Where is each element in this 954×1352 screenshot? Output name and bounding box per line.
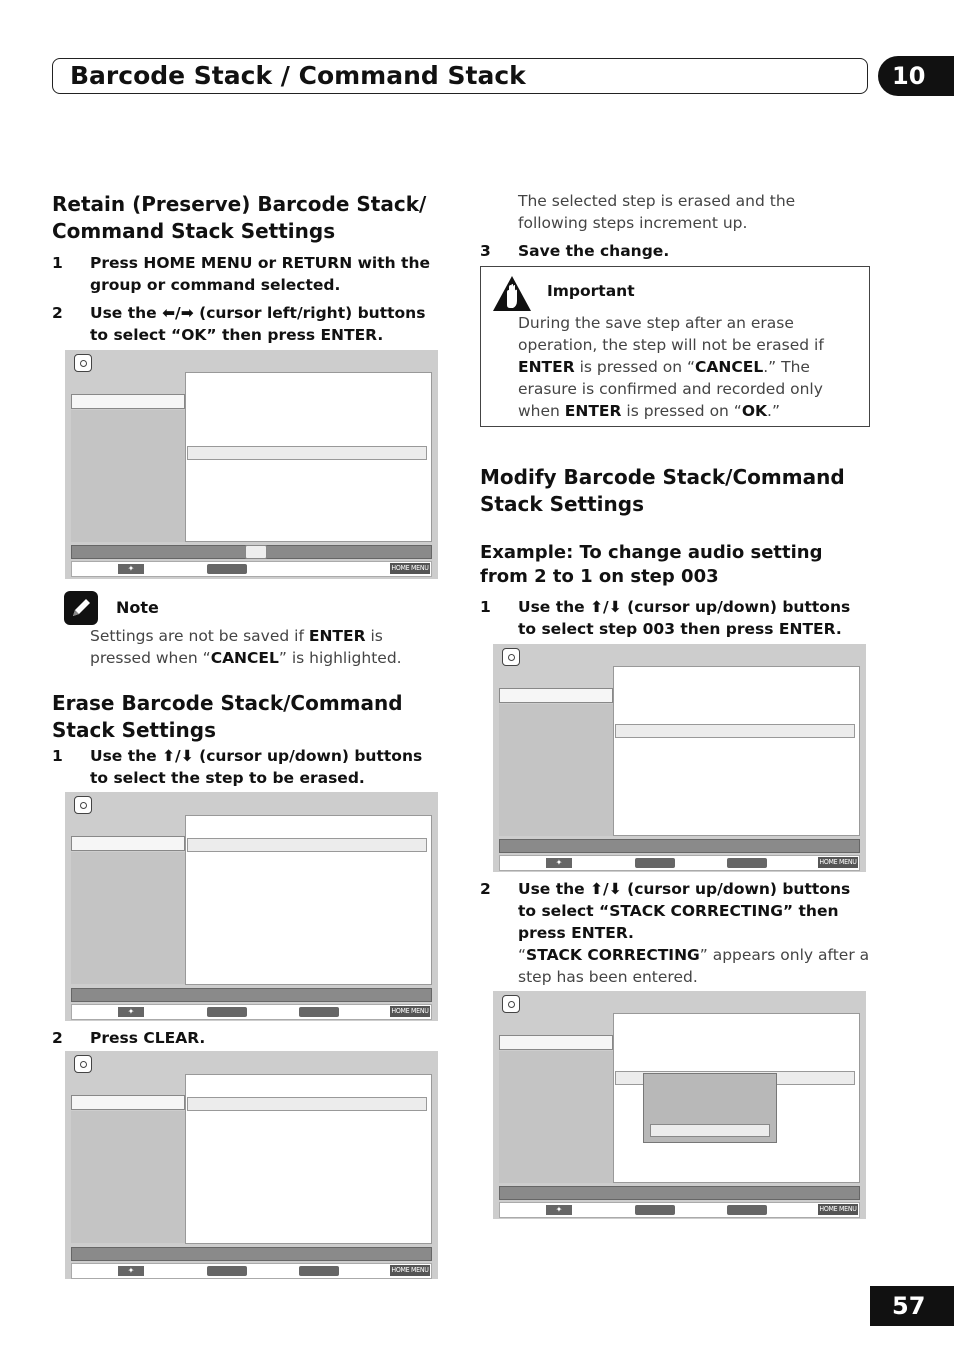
footer-button bbox=[635, 858, 675, 868]
menu-sidebar bbox=[71, 1111, 185, 1243]
footer-button bbox=[727, 1205, 767, 1215]
home-menu-label: HOME MENU bbox=[391, 1007, 429, 1015]
important-text: During the save step after an erase operation, the step will not be erased if ENTER is pressed on “CANCEL.” The erasure is confirmed and recorded only when ENTER is pressed on “OK.” bbox=[518, 314, 824, 420]
home-menu-label: HOME MENU bbox=[391, 1266, 429, 1274]
disc-icon bbox=[74, 796, 92, 814]
modify-example-heading: Example: To change audio setting from 2 to 1 on step 003 bbox=[480, 542, 823, 587]
important-hand-icon bbox=[492, 275, 532, 313]
highlighted-row bbox=[187, 1097, 427, 1111]
screenshot-retain bbox=[65, 350, 438, 579]
menu-tab bbox=[71, 394, 185, 409]
menu-sidebar bbox=[71, 852, 185, 984]
footer-button bbox=[299, 1007, 339, 1017]
move-icon: ✦ bbox=[118, 1266, 144, 1276]
disc-icon bbox=[502, 995, 520, 1013]
footer-button bbox=[299, 1266, 339, 1276]
retain-heading: Retain (Preserve) Barcode Stack/ Command Stack Settings bbox=[52, 192, 427, 243]
menu-sidebar bbox=[71, 410, 185, 542]
menu-tab bbox=[71, 836, 185, 851]
footer-button bbox=[207, 1007, 247, 1017]
menu-sidebar bbox=[499, 1051, 613, 1183]
note-text: Settings are not be saved if ENTER is pressed when “CANCEL” is highlighted. bbox=[90, 627, 402, 667]
screenshot-modify-select bbox=[493, 644, 866, 872]
highlighted-row bbox=[187, 446, 427, 460]
disc-icon bbox=[74, 1055, 92, 1073]
move-icon: ✦ bbox=[546, 1205, 572, 1215]
status-bar bbox=[499, 839, 860, 853]
footer-button bbox=[727, 858, 767, 868]
move-icon: ✦ bbox=[118, 1007, 144, 1017]
screenshot-erase-clear bbox=[65, 1051, 438, 1279]
note-pencil-icon bbox=[64, 591, 98, 625]
page-title: Barcode Stack / Command Stack bbox=[70, 61, 526, 90]
menu-panel bbox=[613, 666, 860, 836]
chapter-number: 10 bbox=[878, 56, 954, 96]
home-menu-label: HOME MENU bbox=[819, 1205, 857, 1213]
modify-heading: Modify Barcode Stack/Command Stack Settings bbox=[480, 465, 845, 516]
screenshot-erase-select bbox=[65, 792, 438, 1021]
stack-correcting-popup bbox=[643, 1073, 777, 1143]
menu-tab bbox=[499, 688, 613, 703]
status-bar bbox=[71, 1247, 432, 1261]
stack-correcting-note: “STACK CORRECTING” appears only after a step has been entered. bbox=[518, 946, 870, 986]
status-bar bbox=[71, 988, 432, 1002]
footer-button bbox=[207, 564, 247, 574]
footer-button bbox=[207, 1266, 247, 1276]
erase-result-text: The selected step is erased and the following steps increment up. bbox=[518, 192, 796, 232]
disc-icon bbox=[74, 354, 92, 372]
ok-button bbox=[245, 545, 267, 559]
status-bar bbox=[499, 1186, 860, 1200]
disc-icon bbox=[502, 648, 520, 666]
footer-button bbox=[635, 1205, 675, 1215]
highlighted-row bbox=[615, 724, 855, 738]
menu-tab bbox=[499, 1035, 613, 1050]
menu-sidebar bbox=[499, 704, 613, 836]
move-icon: ✦ bbox=[118, 564, 144, 574]
home-menu-label: HOME MENU bbox=[391, 564, 429, 572]
note-label: Note bbox=[116, 598, 159, 617]
erase-heading: Erase Barcode Stack/Command Stack Settings bbox=[52, 691, 403, 742]
screenshot-stack-correcting bbox=[493, 991, 866, 1219]
highlighted-row bbox=[187, 838, 427, 852]
move-icon: ✦ bbox=[546, 858, 572, 868]
home-menu-label: HOME MENU bbox=[819, 858, 857, 866]
menu-tab bbox=[71, 1095, 185, 1110]
popup-selected-item bbox=[650, 1124, 770, 1137]
important-label: Important bbox=[547, 282, 635, 300]
page-number: 57 bbox=[870, 1286, 954, 1326]
